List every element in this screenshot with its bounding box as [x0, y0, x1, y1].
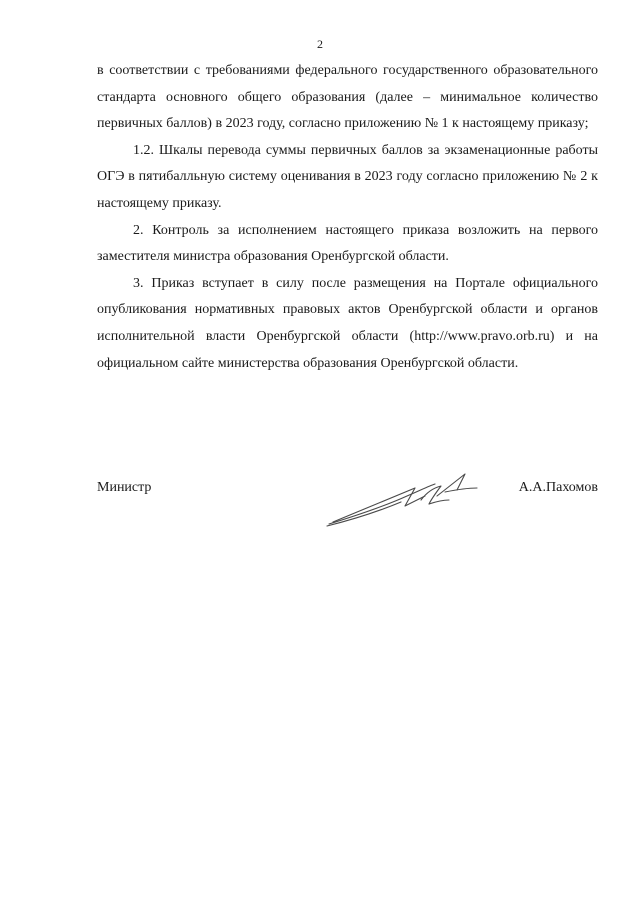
- signatory-name: А.А.Пахомов: [518, 480, 598, 495]
- paragraph-item-2: 2. Контроль за исполнением настоящего приказа возложить на первого заместителя министра образования Оренбургской области.: [97, 222, 598, 265]
- paragraph-requirements-continuation: в соответствии с требованиями федерального государственного образовательного стандарта основного общего образования (далее – минимальное количество первичных баллов) в 2023 году, согласно приложению № 1 к настоящему приказу;: [97, 63, 598, 132]
- signatory-position: Министр: [97, 480, 152, 495]
- handwritten-signature: [325, 466, 485, 530]
- page-number: 2: [317, 37, 323, 51]
- paragraph-item-3: 3. Приказ вступает в силу после размещения на Портале официального опубликования нормативных правовых актов Оренбургской области и органов исполнительной власти Оренбургской области (http://www.pravo.orb.ru) и на официальном сайте министерства образования Оренбургской области.: [97, 275, 598, 371]
- document-body: [97, 58, 598, 377]
- paragraph-item-1-2: 1.2. Шкалы перевода суммы первичных баллов за экзаменационные работы ОГЭ в пятибалльную систему оценивания в 2023 году согласно приложению № 2 к настоящему приказу.: [97, 142, 598, 211]
